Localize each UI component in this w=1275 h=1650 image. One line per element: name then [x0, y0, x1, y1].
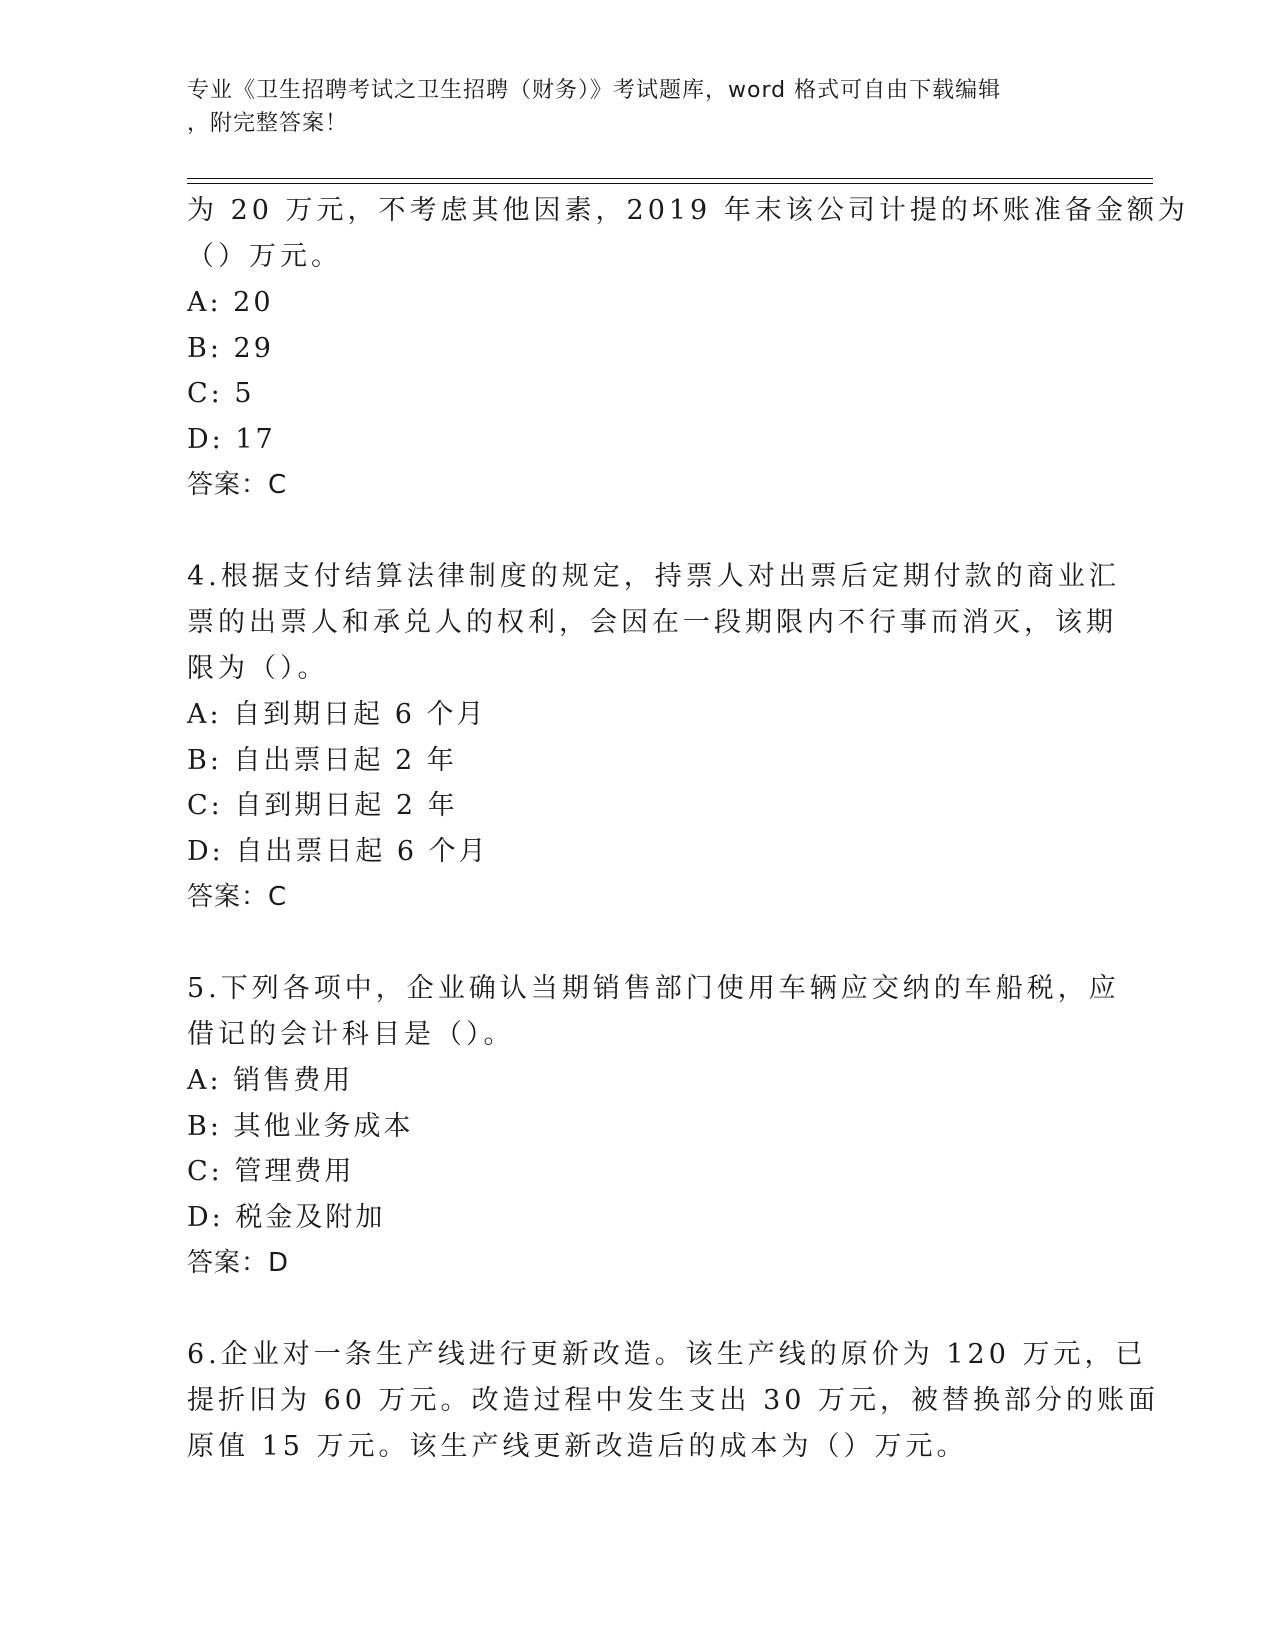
- question-text-line: 为 20 万元，不考虑其他因素，2019 年末该公司计提的坏账准备金额为: [187, 195, 1189, 226]
- question-3: [187, 188, 1189, 508]
- question-text-line: （）万元。: [187, 241, 342, 272]
- option-c: C: 管理费用: [187, 1156, 355, 1187]
- spacer: [187, 508, 1067, 554]
- question-text-line: 借记的会计科目是（）。: [187, 1019, 515, 1050]
- option-c: C: 自到期日起 2 年: [187, 790, 458, 821]
- option-b: B: 其他业务成本: [187, 1110, 414, 1142]
- question-text-line: 限为（）。: [187, 653, 329, 684]
- question-text-line: 票的出票人和承兑人的权利，会因在一段期限内不行事而消灭，该期: [187, 607, 1117, 638]
- question-4: [187, 554, 1120, 920]
- option-c: C: 5: [187, 378, 255, 409]
- header-line-2: ，附完整答案！: [187, 111, 349, 136]
- option-b: B: 自出票日起 2 年: [187, 744, 457, 776]
- header-rule-bottom: [187, 183, 1153, 184]
- question-6: [187, 1332, 1160, 1470]
- question-text-line: 提折旧为 60 万元。改造过程中发生支出 30 万元，被替换部分的账面: [187, 1385, 1160, 1416]
- option-d: D: 税金及附加: [187, 1201, 386, 1233]
- spacer: [187, 1286, 1067, 1332]
- question-text-line: 4.根据支付结算法律制度的规定，持票人对出票后定期付款的商业汇: [187, 561, 1120, 592]
- option-d: D: 自出票日起 6 个月: [187, 835, 489, 867]
- option-b: B: 29: [187, 332, 274, 364]
- option-a: A: 销售费用: [187, 1065, 354, 1096]
- question-5: [187, 966, 1120, 1286]
- question-text-line: 6.企业对一条生产线进行更新改造。该生产线的原价为 120 万元，已: [187, 1339, 1147, 1370]
- answer-line: 答案：C: [187, 882, 288, 912]
- header-line-1: 专业《卫生招聘考试之卫生招聘（财务）》考试题库，word 格式可自由下载编辑: [187, 78, 1002, 103]
- option-d: D: 17: [187, 423, 276, 455]
- question-text-line: 5.下列各项中，企业确认当期销售部门使用车辆应交纳的车船税，应: [187, 973, 1120, 1004]
- option-a: A: 自到期日起 6 个月: [187, 699, 487, 730]
- question-text-line: 原值 15 万元。该生产线更新改造后的成本为（）万元。: [187, 1431, 968, 1462]
- answer-line: 答案：D: [187, 1248, 290, 1278]
- option-a: A: 20: [187, 287, 274, 318]
- answer-line: 答案：C: [187, 470, 288, 500]
- spacer: [187, 920, 1067, 966]
- header-rule-top: [187, 178, 1153, 179]
- document-body: [187, 188, 1189, 1470]
- document-header: [187, 74, 1067, 140]
